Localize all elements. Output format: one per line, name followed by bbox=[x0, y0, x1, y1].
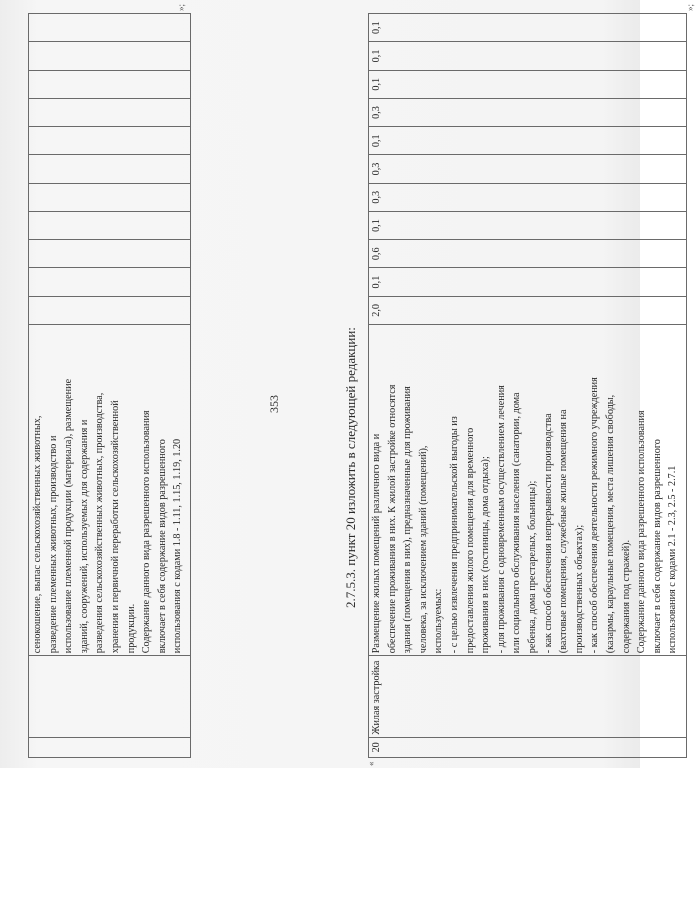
value-cell: 0,3 bbox=[369, 98, 687, 126]
description-line: здания (помещения в них), предназначенные для проживания bbox=[402, 386, 414, 654]
table-bottom bbox=[368, 13, 687, 758]
description-line: продукции. bbox=[125, 603, 137, 654]
description-line: использования с кодами 1.8 - 1.11, 1.15, 1.19, 1.20 bbox=[172, 438, 184, 654]
description-line: использование племенной продукции (материала), размещение bbox=[63, 378, 75, 654]
name-cell bbox=[29, 656, 191, 737]
value-cell bbox=[29, 70, 191, 98]
description-line: использования с кодами 2.1 - 2.3, 2.5 - 2.7.1 bbox=[667, 465, 679, 654]
value-cell: 0,1 bbox=[369, 14, 687, 42]
value-cell: 2,0 bbox=[369, 296, 687, 324]
description-line: - как способ обеспечения деятельности режимного учреждения bbox=[589, 377, 601, 654]
value-cell: 0,3 bbox=[369, 183, 687, 211]
description-line: Размещение жилых помещений различного вида и bbox=[371, 433, 382, 654]
description-line: - как способ обеспечения непрерывности производства bbox=[542, 413, 554, 654]
value-cell: 0,1 bbox=[369, 268, 687, 296]
table-top bbox=[28, 13, 191, 758]
description-line: Содержание данного вида разрешенного использования bbox=[636, 410, 648, 654]
value-cell bbox=[29, 127, 191, 155]
description-line: или социального обслуживания населения (санатории, дома bbox=[511, 392, 523, 654]
opening-quote: « bbox=[366, 761, 376, 766]
description-line: (казармы, караульные помещения, места лишения свободы, bbox=[604, 394, 616, 654]
description-line: (вахтовые помещения, служебные жилые помещения на bbox=[558, 409, 570, 654]
description-line: содержания под стражей). bbox=[620, 539, 632, 654]
description-line: обеспечение проживания в них. К жилой застройке относятся bbox=[386, 384, 398, 654]
page-number: 353 bbox=[267, 395, 281, 413]
description-line: ребенка, дома престарелых, больницы); bbox=[526, 480, 538, 654]
value-cell: 0,3 bbox=[369, 155, 687, 183]
value-cell: 0,6 bbox=[369, 240, 687, 268]
description-line: разведения сельскохозяйственных животных, производства, bbox=[94, 392, 106, 654]
description-line: - для проживания с одновременным осуществлением лечения bbox=[495, 385, 507, 654]
value-cell bbox=[29, 14, 191, 42]
value-cell bbox=[29, 296, 191, 324]
value-cell: 0,1 bbox=[369, 70, 687, 98]
value-cell bbox=[29, 268, 191, 296]
description-line: включает в себя содержание видов разрешенного bbox=[651, 439, 663, 654]
description-line: Содержание данного вида разрешенного использования bbox=[141, 410, 153, 654]
closing-quote: »; bbox=[176, 3, 186, 11]
description-line: производственных объектах); bbox=[573, 524, 585, 654]
value-cell bbox=[29, 42, 191, 70]
description-cell bbox=[369, 324, 687, 655]
description-line: проживания в них (гостиницы, дома отдыха); bbox=[480, 456, 492, 654]
description-cell bbox=[29, 324, 191, 655]
description-line: используемых: bbox=[433, 588, 445, 654]
section-heading: 2.7.5.3. пункт 20 изложить в следующей редакции: bbox=[343, 327, 358, 608]
description-line: - с целью извлечения предпринимательской выгоды из bbox=[448, 416, 460, 654]
code-cell: 20 bbox=[369, 737, 687, 757]
description-line: сенокошение, выпас сельскохозяйственных животных, bbox=[32, 415, 43, 654]
description-line: хранения и первичной переработки сельскохозяйственной bbox=[109, 400, 121, 654]
value-cell bbox=[29, 211, 191, 239]
value-cell: 0,1 bbox=[369, 211, 687, 239]
value-cell bbox=[29, 240, 191, 268]
value-cell: 0,1 bbox=[369, 127, 687, 155]
value-cell: 0,1 bbox=[369, 42, 687, 70]
description-line: предоставления жилого помещения для временного bbox=[464, 427, 476, 654]
name-cell: Жилая застройка bbox=[369, 656, 687, 737]
description-line: зданий, сооружений, используемых для содержания и bbox=[78, 419, 90, 654]
table-row bbox=[369, 14, 687, 758]
value-cell bbox=[29, 155, 191, 183]
table-row bbox=[29, 14, 191, 758]
description-line: включает в себя содержание видов разрешенного bbox=[156, 439, 168, 654]
description-line: разведение племенных животных, производство и bbox=[47, 435, 59, 654]
code-cell bbox=[29, 737, 191, 757]
description-line: человека, за исключением зданий (помещений), bbox=[417, 445, 429, 654]
closing-quote: »; bbox=[685, 3, 695, 11]
value-cell bbox=[29, 98, 191, 126]
value-cell bbox=[29, 183, 191, 211]
